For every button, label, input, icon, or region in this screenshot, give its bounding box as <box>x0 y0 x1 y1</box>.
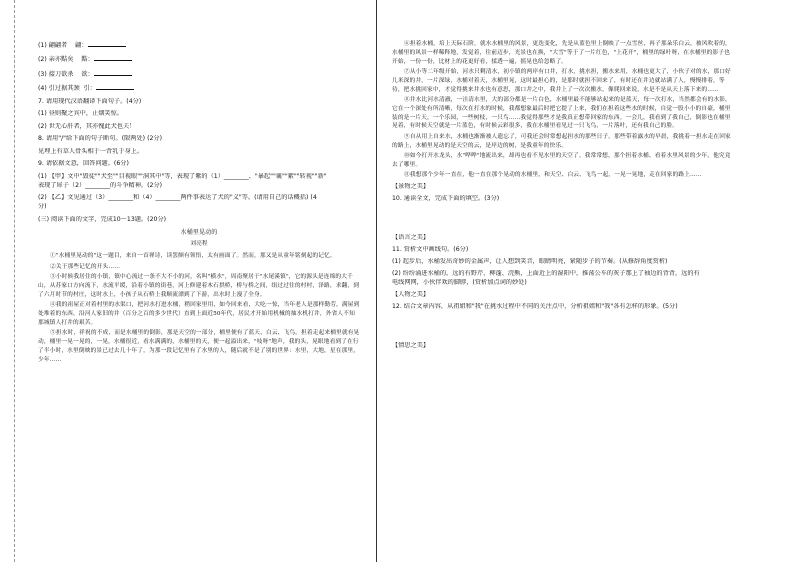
essay-para-11: ⑪我想那个少年一直在，他一直在那个晃动的水桶里，和天空、白云、飞鸟一起，一晃一晃地，走在回家的路上…… <box>404 172 702 179</box>
question-7-2: (2) 世无心肝者，其亦愧此犬也夫！ <box>38 122 136 130</box>
left-column <box>38 40 360 366</box>
heading-emotion: 【情思之美】 <box>392 341 430 349</box>
question-8-text: 见埋上有草人骨头相于一背乳于身上。 <box>38 147 144 155</box>
essay-para-9: ⑨自从用上自来水，水桶也渐渐被人遗忘了，可我还会时常想起担水的那些日子。那些带着露水的早晨，我挑着一担水走在回家的路上，水桶里晃动的是天空的云，是岸边的树，是我童年的快乐。 <box>392 133 731 149</box>
essay-title: 水桶里晃动的 <box>180 229 218 237</box>
q-item-3: (3) 接刀欲杀 欲： <box>38 69 360 80</box>
essay-para-8: ⑧井水比河水清澈，一洼清水里，大的部分都是一片白色，水桶里最不能够站起来的是蓝天，每一次打水，当然都会有的水影，它在一个深处有所清晰，每次在打水的时候，我都想象最后时把它提了上来，我们在担着这些水的时候，自觉一股小小的自豪，桶里装的是一片天，一个乐园，一些树枝，一只鸟……我觉得那些才是我真正想带回家的东西。一会儿，我看到了我自己，倒影也在桶里晃着，有时候天空就是一片蓝色，有时候云彩很多，我在水桶里看见过一只飞鸟，一片落叶，还有我自己的脸。 <box>392 96 731 130</box>
question-8: 8. 请用"/"给下面的句子断句。(限两处) (2分) <box>38 135 163 143</box>
question-9: 9. 请依据文意，回答问题。(6分) <box>38 160 129 168</box>
question-9-1b: 表现了犀子（2）________的斗争精神。(2分) <box>38 181 163 189</box>
question-11-2b: 电线网网，小伙伴欢的脚脖，(赏析加点词的妙处) <box>392 278 527 286</box>
question-9-2a: (2) 【乙】文见通过（3）________和（4）________两件事表达了犬的"义"等。(请用自己的话概括) (4 <box>38 194 317 202</box>
essay-left <box>38 228 360 364</box>
q-item-4: (4) 引过据其颈 引： <box>38 83 360 94</box>
answer-space-10[interactable] <box>392 207 734 231</box>
right-column <box>392 40 734 354</box>
question-12: 12. 结合文章内容，从祖姐和"我"在挑水过程中不同的关注点中，分析祖姐和"我"各有怎样的形象。(5分) <box>392 302 678 310</box>
essay-right <box>392 40 734 180</box>
question-11-1: (1) 起步后，水桶发出奇妙的金属声，让人想到笑音，眼睛明亮，紧随步子的节奏。(从修辞角度赏析) <box>392 257 668 265</box>
binding-line <box>14 0 15 562</box>
question-7-1: (1) 昼则聚之宾中，止烟笑惊。 <box>38 110 123 118</box>
essay-para-1: ①"水桶里晃动的"这一题目，来自一首禅诗，读罢颇有领悟，太有画面了。然而，那又是从童年铭刻起的记忆。 <box>50 253 336 260</box>
question-9-1a: (1) 【甲】文中"毁徒""犬至""目视眼""洞其中"等，表现了紫的（1）________、"暴起""襄""絮""转视""新" <box>38 172 327 180</box>
essay-author: 刘亮程 <box>190 240 208 247</box>
essay-para-7: ⑦从小等二年级开始，河水只剩清水，初小镇的两岸有口井，打水，挑水担，搬水来用，水桶也更大了，小伙子对的水，那口好几米深的井，一片深绿，水桶对着天，水桶里晃，这时最担心的，是那时就担不回来了，有时还在井边就站满了人，慢慢排着，等待，把水挑回家中，才觉得挑来井水也有意思，那口井之中，我井上了一次次搬水，像爬回来说，水是不是从天上落下来的…… <box>392 68 731 93</box>
heading-language: 【语言之美】 <box>392 233 430 241</box>
essay-para-6: ⑥担着水桶，培上天际石阶，就水水桶里的风景，更迭变化，先是从蓝色里上倒映了一点雪丝，再子那朵乐白云，被风吹着的，水桶里的风景一样稀释地，发觉着，往前迈步，光景也在换，"大雪"等于了一片红色，"上花开"，桶里的绿叶呀，在水桶里的影子也开始，一份一份，比材上的花更好看，揉透一遍，摇晃也给忽略了。 <box>392 41 731 65</box>
question-9-2b: 分) <box>38 203 47 211</box>
q-item-2: (2) 亲亦黠矣 黠： <box>38 54 360 65</box>
question-11-2a: (2) 纷纷涌进水桶的，远的有野芹、柳蓬、浣熊，上面近上的湿阳中，推荡公车的灰子那上了袖边的背背，远的有 <box>392 269 700 277</box>
question-7: 7. 请用现代汉语翻译下面句子。(4分) <box>38 97 142 105</box>
answer-space-12[interactable] <box>392 315 734 339</box>
heading-character: 【人物之美】 <box>392 290 430 298</box>
section-3-heading: (三) 阅读下面的文字，完成10～13题。(20分) <box>38 215 167 223</box>
essay-para-3: ③小时候我居住的小镇，镇中心流过一条不大不小的河，名叫"横水"，周南聚居于"水尾溪镇"，它的源头是连绵的大千山，从苏家口方向流下，水流平缓，沿着小镇的街巷，河上修建着木石拱桥，桥与桥之间，组过过往的村村，泽路，求翻，到了六月时节的村庄，这时水上，小孩子从石桥上我顺流漂到了下游，出水时上漫了全身。 <box>38 274 360 298</box>
essay-para-2: ②关于那些记忆的开头…… <box>50 263 121 270</box>
question-11: 11. 赏析文中画线句。(6分) <box>392 245 469 253</box>
column-divider <box>376 0 377 562</box>
essay-para-5: ⑤担水时，祥祝的不成，而是水桶里的倒影，那是天空的一部分，桶里便有了蓝天、白云、飞鸟，担着走起来桶里就有晃动，桶里一晃一晃的，一晃，水桶很近，看水满满的，水桶里的天，便一起溢出来，"吱呀"地声，我的头，晃眼地看到了在行了半小时，水里倒映的景已过去几十年了，为那一段记忆里有了水里的人，随后就不是了别的世界：水里，大地，星在那里，少年…… <box>38 330 360 363</box>
essay-para-4: ④我的祖屋正对着村里的水渠口，把河水打进水桶，稍回家里用，如今回来看，大吃一惊，当年老人是那样勤劳，满屋到处堆着的东西，沿河人家旧的井（百分之百的多少世代）直到上面近50年代，居民才开始用机械的抽水机打井，外省人不知那城镇人打井的艰苦。 <box>38 302 360 326</box>
question-10: 10. 通读全文，完成下面的填空。(3分) <box>392 194 500 202</box>
q-item-1: (1) 翩翩者 翩： <box>38 40 360 51</box>
heading-scenery: 【景物之美】 <box>392 182 430 190</box>
essay-para-10: ⑩如今打开水龙头，水"哗哗"地流出来，却再也看不见水里的天空了。我常常想，那个担着水桶、看着水里风景的少年，他究竟去了哪里。 <box>392 152 731 168</box>
